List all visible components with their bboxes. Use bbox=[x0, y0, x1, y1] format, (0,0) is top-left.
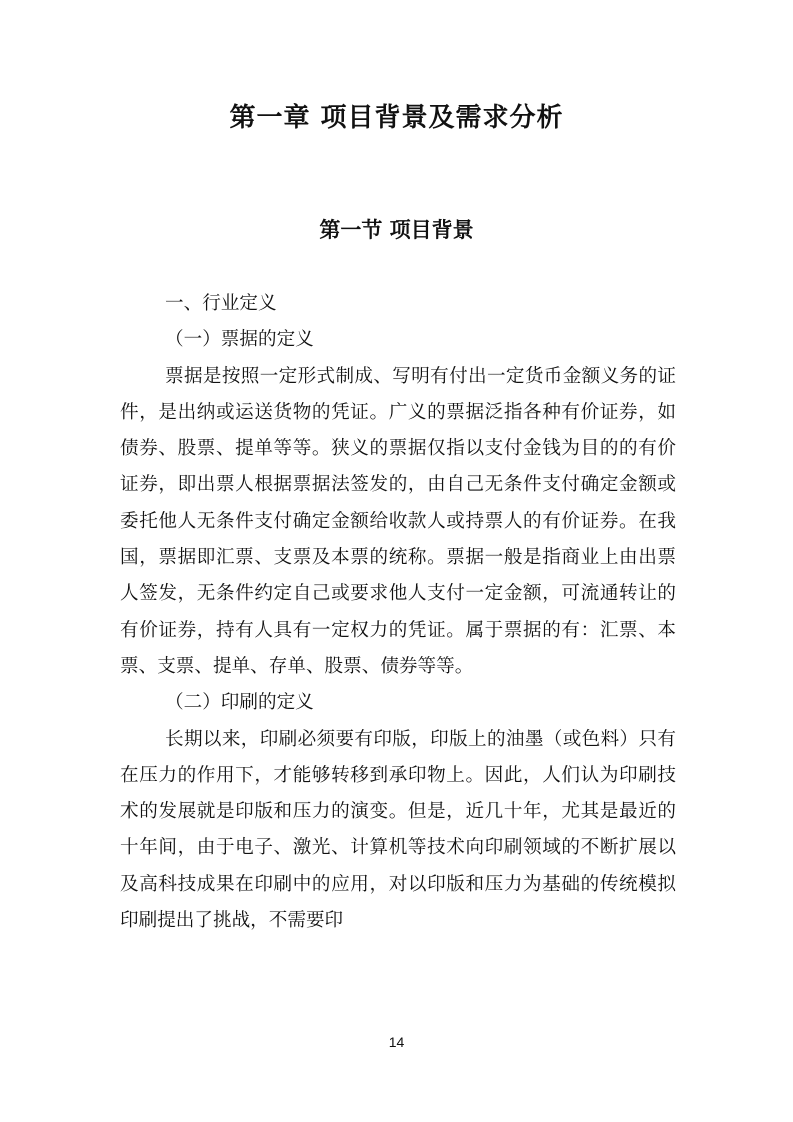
subheading-bill-definition: （一）票据的定义 bbox=[165, 329, 314, 351]
body-text bbox=[120, 286, 676, 939]
section-title: 第一节 项目背景 bbox=[319, 218, 474, 242]
heading-industry-definition: 一、行业定义 bbox=[165, 293, 277, 314]
page-number: 14 bbox=[388, 1034, 405, 1050]
paragraph-printing-definition: 长期以来，印刷必须要有印版，印版上的油墨（或色料）只有在压力的作用下，才能够转移到承印物上。因此，人们认为印刷技术的发展就是印版和压力的演变。但是，近几十年，尤其是最近的十年间，由于电子、激光、计算机等技术向印刷领域的不断扩展以及高科技成果在印刷中的应用，对以印版和压力为基础的传统模拟印刷提出了挑战，不需要印 bbox=[120, 728, 676, 932]
chapter-title: 第一章 项目背景及需求分析 bbox=[229, 103, 564, 133]
subheading-printing-definition: （二）印刷的定义 bbox=[165, 692, 314, 714]
paragraph-bill-definition: 票据是按照一定形式制成、写明有付出一定货币金额义务的证件，是出纳或运送货物的凭证。广义的票据泛指各种有价证券，如债券、股票、提单等等。狭义的票据仅指以支付金钱为目的的有价证券，即出票人根据票据法签发的，由自己无条件支付确定金额或委托他人无条件支付确定金额给收款人或持票人的有价证券。在我国，票据即汇票、支票及本票的统称。票据一般是指商业上由出票人签发，无条件约定自己或要求他人支付一定金额，可流通转让的有价证券，持有人具有一定权力的凭证。属于票据的有：汇票、本票、支票、提单、存单、股票、债券等等。 bbox=[120, 365, 676, 677]
